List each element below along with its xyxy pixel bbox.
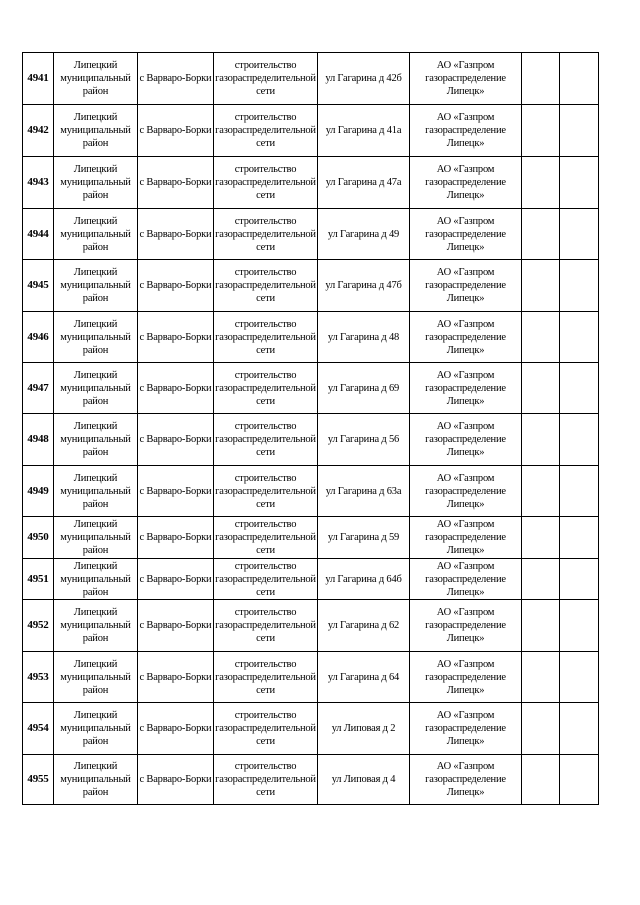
purpose-cell: строительство газораспределительной сети xyxy=(214,105,318,157)
address-cell: ул Гагарина д 41а xyxy=(318,105,410,157)
purpose-cell: строительство газораспределительной сети xyxy=(214,755,318,805)
empty-cell xyxy=(522,466,560,517)
address-cell: ул Гагарина д 49 xyxy=(318,209,410,260)
empty-cell xyxy=(522,414,560,466)
owner-cell: АО «Газпром газораспределение Липецк» xyxy=(410,260,522,312)
empty-cell xyxy=(560,209,599,260)
empty-cell xyxy=(522,652,560,703)
address-cell: ул Гагарина д 48 xyxy=(318,312,410,363)
empty-cell xyxy=(560,414,599,466)
district-cell: Липецкий муниципальный район xyxy=(54,157,138,209)
district-cell: Липецкий муниципальный район xyxy=(54,600,138,652)
empty-cell xyxy=(522,517,560,559)
table-row xyxy=(23,703,599,755)
table-row xyxy=(23,652,599,703)
table-row xyxy=(23,260,599,312)
table-row xyxy=(23,157,599,209)
row-number: 4955 xyxy=(23,755,54,805)
empty-cell xyxy=(522,209,560,260)
row-number: 4954 xyxy=(23,703,54,755)
table-row xyxy=(23,105,599,157)
empty-cell xyxy=(522,260,560,312)
empty-cell xyxy=(560,157,599,209)
purpose-cell: строительство газораспределительной сети xyxy=(214,260,318,312)
empty-cell xyxy=(560,755,599,805)
locality-cell: с Варварo-Борки xyxy=(138,105,214,157)
locality-cell: с Варварo-Борки xyxy=(138,600,214,652)
address-cell: ул Гагарина д 62 xyxy=(318,600,410,652)
empty-cell xyxy=(560,703,599,755)
table-row xyxy=(23,363,599,414)
row-number: 4945 xyxy=(23,260,54,312)
address-cell: ул Гагарина д 64б xyxy=(318,559,410,600)
empty-cell xyxy=(522,157,560,209)
district-cell: Липецкий муниципальный район xyxy=(54,105,138,157)
empty-cell xyxy=(522,703,560,755)
owner-cell: АО «Газпром газораспределение Липецк» xyxy=(410,53,522,105)
empty-cell xyxy=(560,517,599,559)
address-cell: ул Липовая д 2 xyxy=(318,703,410,755)
purpose-cell: строительство газораспределительной сети xyxy=(214,600,318,652)
purpose-cell: строительство газораспределительной сети xyxy=(214,703,318,755)
address-cell: ул Гагарина д 69 xyxy=(318,363,410,414)
purpose-cell: строительство газораспределительной сети xyxy=(214,414,318,466)
table-row xyxy=(23,559,599,600)
owner-cell: АО «Газпром газораспределение Липецк» xyxy=(410,312,522,363)
address-cell: ул Липовая д 4 xyxy=(318,755,410,805)
row-number: 4950 xyxy=(23,517,54,559)
empty-cell xyxy=(560,53,599,105)
owner-cell: АО «Газпром газораспределение Липецк» xyxy=(410,600,522,652)
owner-cell: АО «Газпром газораспределение Липецк» xyxy=(410,105,522,157)
purpose-cell: строительство газораспределительной сети xyxy=(214,652,318,703)
row-number: 4944 xyxy=(23,209,54,260)
locality-cell: с Варварo-Борки xyxy=(138,312,214,363)
district-cell: Липецкий муниципальный район xyxy=(54,466,138,517)
locality-cell: с Варварo-Борки xyxy=(138,363,214,414)
row-number: 4941 xyxy=(23,53,54,105)
empty-cell xyxy=(522,363,560,414)
address-cell: ул Гагарина д 59 xyxy=(318,517,410,559)
owner-cell: АО «Газпром газораспределение Липецк» xyxy=(410,363,522,414)
row-number: 4946 xyxy=(23,312,54,363)
empty-cell xyxy=(522,312,560,363)
locality-cell: с Варварo-Борки xyxy=(138,755,214,805)
locality-cell: с Варварo-Борки xyxy=(138,559,214,600)
empty-cell xyxy=(560,652,599,703)
purpose-cell: строительство газораспределительной сети xyxy=(214,312,318,363)
table-row xyxy=(23,312,599,363)
owner-cell: АО «Газпром газораспределение Липецк» xyxy=(410,755,522,805)
table-row xyxy=(23,517,599,559)
table-row xyxy=(23,755,599,805)
owner-cell: АО «Газпром газораспределение Липецк» xyxy=(410,559,522,600)
locality-cell: с Варварo-Борки xyxy=(138,466,214,517)
empty-cell xyxy=(522,53,560,105)
district-cell: Липецкий муниципальный район xyxy=(54,559,138,600)
district-cell: Липецкий муниципальный район xyxy=(54,517,138,559)
purpose-cell: строительство газораспределительной сети xyxy=(214,53,318,105)
registry-table xyxy=(22,52,599,805)
empty-cell xyxy=(522,105,560,157)
district-cell: Липецкий муниципальный район xyxy=(54,363,138,414)
row-number: 4948 xyxy=(23,414,54,466)
purpose-cell: строительство газораспределительной сети xyxy=(214,209,318,260)
district-cell: Липецкий муниципальный район xyxy=(54,703,138,755)
empty-cell xyxy=(560,363,599,414)
locality-cell: с Варварo-Борки xyxy=(138,703,214,755)
empty-cell xyxy=(560,105,599,157)
empty-cell xyxy=(560,312,599,363)
empty-cell xyxy=(560,600,599,652)
row-number: 4953 xyxy=(23,652,54,703)
table-row xyxy=(23,466,599,517)
empty-cell xyxy=(560,260,599,312)
purpose-cell: строительство газораспределительной сети xyxy=(214,517,318,559)
row-number: 4952 xyxy=(23,600,54,652)
district-cell: Липецкий муниципальный район xyxy=(54,652,138,703)
owner-cell: АО «Газпром газораспределение Липецк» xyxy=(410,466,522,517)
locality-cell: с Варварo-Борки xyxy=(138,157,214,209)
purpose-cell: строительство газораспределительной сети xyxy=(214,157,318,209)
district-cell: Липецкий муниципальный район xyxy=(54,755,138,805)
locality-cell: с Варварo-Борки xyxy=(138,517,214,559)
district-cell: Липецкий муниципальный район xyxy=(54,312,138,363)
table-row xyxy=(23,600,599,652)
empty-cell xyxy=(560,559,599,600)
district-cell: Липецкий муниципальный район xyxy=(54,414,138,466)
locality-cell: с Варварo-Борки xyxy=(138,53,214,105)
owner-cell: АО «Газпром газораспределение Липецк» xyxy=(410,209,522,260)
district-cell: Липецкий муниципальный район xyxy=(54,209,138,260)
locality-cell: с Варварo-Борки xyxy=(138,414,214,466)
address-cell: ул Гагарина д 63а xyxy=(318,466,410,517)
empty-cell xyxy=(560,466,599,517)
locality-cell: с Варварo-Борки xyxy=(138,652,214,703)
address-cell: ул Гагарина д 47а xyxy=(318,157,410,209)
row-number: 4951 xyxy=(23,559,54,600)
table-row xyxy=(23,53,599,105)
row-number: 4943 xyxy=(23,157,54,209)
row-number: 4947 xyxy=(23,363,54,414)
address-cell: ул Гагарина д 42б xyxy=(318,53,410,105)
table-row xyxy=(23,209,599,260)
address-cell: ул Гагарина д 56 xyxy=(318,414,410,466)
empty-cell xyxy=(522,600,560,652)
empty-cell xyxy=(522,755,560,805)
row-number: 4949 xyxy=(23,466,54,517)
locality-cell: с Варварo-Борки xyxy=(138,209,214,260)
owner-cell: АО «Газпром газораспределение Липецк» xyxy=(410,703,522,755)
empty-cell xyxy=(522,559,560,600)
purpose-cell: строительство газораспределительной сети xyxy=(215,560,316,598)
district-cell: Липецкий муниципальный район xyxy=(54,53,138,105)
row-number: 4942 xyxy=(23,105,54,157)
address-cell: ул Гагарина д 64 xyxy=(318,652,410,703)
table-row xyxy=(23,414,599,466)
purpose-cell: строительство газораспределительной сети xyxy=(214,363,318,414)
purpose-cell: строительство газораспределительной сети xyxy=(214,466,318,517)
owner-cell: АО «Газпром газораспределение Липецк» xyxy=(410,157,522,209)
owner-cell: АО «Газпром газораспределение Липецк» xyxy=(410,517,522,559)
address-cell: ул Гагарина д 47б xyxy=(318,260,410,312)
locality-cell: с Варварo-Борки xyxy=(138,260,214,312)
owner-cell: АО «Газпром газораспределение Липецк» xyxy=(410,414,522,466)
owner-cell: АО «Газпром газораспределение Липецк» xyxy=(410,652,522,703)
district-cell: Липецкий муниципальный район xyxy=(54,260,138,312)
